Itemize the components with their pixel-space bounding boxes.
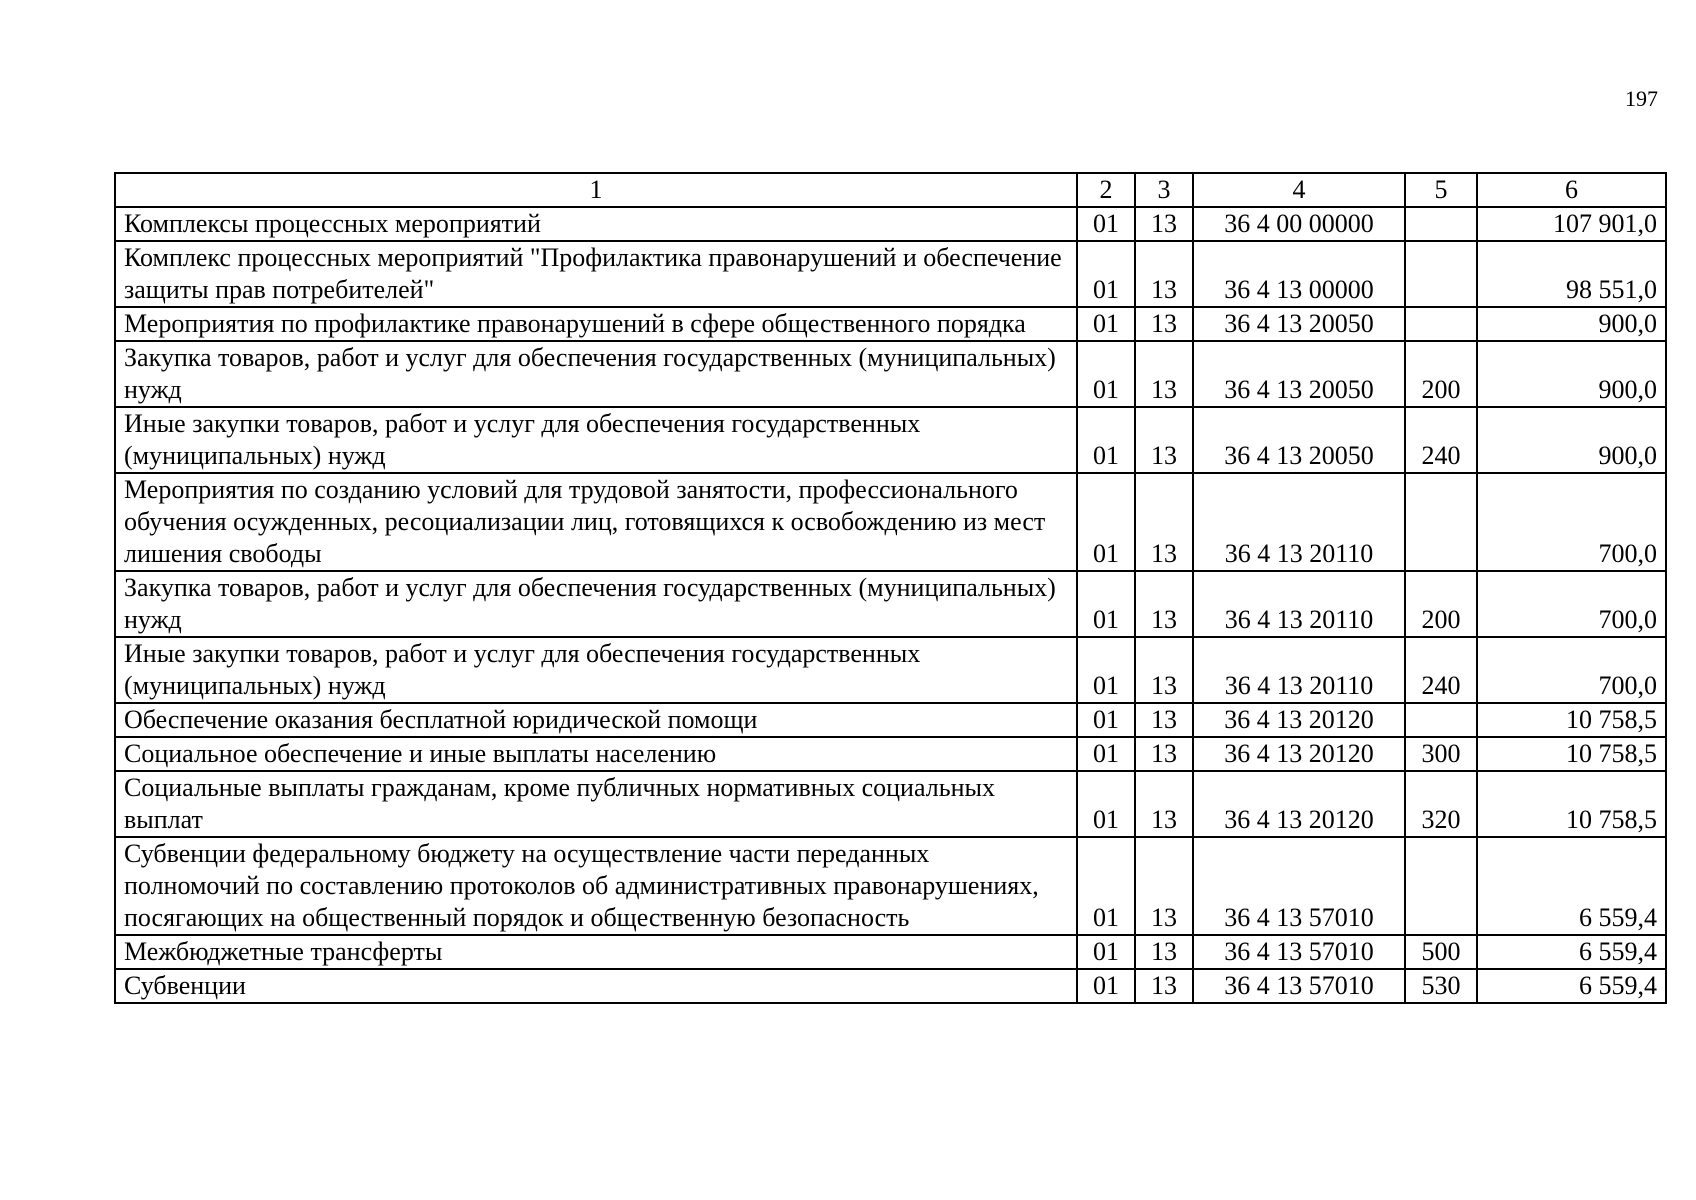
row-amount: 6 559,4 (1477, 969, 1666, 1003)
row-name: Закупка товаров, работ и услуг для обеспечения государственных (муниципальных) нужд (115, 341, 1077, 407)
table-body (115, 207, 1666, 1003)
row-section: 01 (1077, 473, 1135, 571)
row-section: 01 (1077, 703, 1135, 737)
row-expense-type (1405, 837, 1477, 935)
row-amount: 900,0 (1477, 307, 1666, 341)
row-name: Субвенции федеральному бюджету на осуществление части переданных полномочий по составлению протоколов об административных правонарушениях, посягающих на общественный порядок и общественную безопасность (115, 837, 1077, 935)
row-name: Обеспечение оказания бесплатной юридической помощи (115, 703, 1077, 737)
row-expense-type (1405, 241, 1477, 307)
row-expense-type: 240 (1405, 637, 1477, 703)
row-expense-type: 320 (1405, 771, 1477, 837)
row-target-article: 36 4 13 20050 (1193, 341, 1405, 407)
row-section: 01 (1077, 341, 1135, 407)
row-expense-type: 300 (1405, 737, 1477, 771)
row-subsection: 13 (1135, 969, 1193, 1003)
row-expense-type (1405, 473, 1477, 571)
table-row (115, 241, 1666, 307)
row-section: 01 (1077, 241, 1135, 307)
header-col-5: 5 (1405, 173, 1477, 207)
row-subsection: 13 (1135, 571, 1193, 637)
row-name: Закупка товаров, работ и услуг для обеспечения государственных (муниципальных) нужд (115, 571, 1077, 637)
row-amount: 700,0 (1477, 473, 1666, 571)
row-subsection: 13 (1135, 407, 1193, 473)
row-target-article: 36 4 13 57010 (1193, 969, 1405, 1003)
row-section: 01 (1077, 837, 1135, 935)
row-target-article: 36 4 13 20120 (1193, 737, 1405, 771)
table-row (115, 703, 1666, 737)
row-name: Социальные выплаты гражданам, кроме публичных нормативных социальных выплат (115, 771, 1077, 837)
table-row (115, 307, 1666, 341)
table-row (115, 969, 1666, 1003)
row-target-article: 36 4 13 20050 (1193, 407, 1405, 473)
header-col-4: 4 (1193, 173, 1405, 207)
row-target-article: 36 4 13 57010 (1193, 935, 1405, 969)
row-expense-type (1405, 307, 1477, 341)
row-subsection: 13 (1135, 307, 1193, 341)
row-subsection: 13 (1135, 737, 1193, 771)
row-target-article: 36 4 00 00000 (1193, 207, 1405, 241)
row-subsection: 13 (1135, 241, 1193, 307)
header-col-2: 2 (1077, 173, 1135, 207)
table-row (115, 207, 1666, 241)
row-target-article: 36 4 13 00000 (1193, 241, 1405, 307)
row-expense-type: 530 (1405, 969, 1477, 1003)
row-section: 01 (1077, 571, 1135, 637)
row-name: Социальное обеспечение и иные выплаты населению (115, 737, 1077, 771)
row-name: Мероприятия по созданию условий для трудовой занятости, профессионального обучения осужденных, ресоциализации лиц, готовящихся к освобождению из мест лишения свободы (115, 473, 1077, 571)
row-target-article: 36 4 13 20120 (1193, 771, 1405, 837)
row-subsection: 13 (1135, 473, 1193, 571)
row-subsection: 13 (1135, 771, 1193, 837)
header-col-1: 1 (115, 173, 1077, 207)
row-section: 01 (1077, 407, 1135, 473)
row-amount: 98 551,0 (1477, 241, 1666, 307)
table-row (115, 407, 1666, 473)
row-target-article: 36 4 13 57010 (1193, 837, 1405, 935)
row-section: 01 (1077, 637, 1135, 703)
row-subsection: 13 (1135, 837, 1193, 935)
row-name: Межбюджетные трансферты (115, 935, 1077, 969)
row-section: 01 (1077, 737, 1135, 771)
row-section: 01 (1077, 207, 1135, 241)
header-col-3: 3 (1135, 173, 1193, 207)
row-target-article: 36 4 13 20110 (1193, 571, 1405, 637)
row-name: Комплексы процессных мероприятий (115, 207, 1077, 241)
row-name: Субвенции (115, 969, 1077, 1003)
row-amount: 900,0 (1477, 407, 1666, 473)
table-header-row (115, 173, 1666, 207)
table-row (115, 473, 1666, 571)
table-row (115, 935, 1666, 969)
row-name: Мероприятия по профилактике правонарушений в сфере общественного порядка (115, 307, 1077, 341)
table-row (115, 341, 1666, 407)
row-subsection: 13 (1135, 637, 1193, 703)
row-expense-type: 200 (1405, 341, 1477, 407)
row-amount: 900,0 (1477, 341, 1666, 407)
row-expense-type: 200 (1405, 571, 1477, 637)
row-name: Иные закупки товаров, работ и услуг для обеспечения государственных (муниципальных) нужд (115, 407, 1077, 473)
row-target-article: 36 4 13 20110 (1193, 473, 1405, 571)
row-amount: 700,0 (1477, 571, 1666, 637)
page-number: 197 (1625, 86, 1658, 111)
row-expense-type: 500 (1405, 935, 1477, 969)
row-amount: 107 901,0 (1477, 207, 1666, 241)
row-name: Комплекс процессных мероприятий "Профилактика правонарушений и обеспечение защиты прав потребителей" (115, 241, 1077, 307)
row-section: 01 (1077, 307, 1135, 341)
row-amount: 10 758,5 (1477, 771, 1666, 837)
row-section: 01 (1077, 969, 1135, 1003)
row-section: 01 (1077, 935, 1135, 969)
row-subsection: 13 (1135, 935, 1193, 969)
table-row (115, 837, 1666, 935)
row-expense-type (1405, 207, 1477, 241)
table-row (115, 571, 1666, 637)
row-amount: 10 758,5 (1477, 703, 1666, 737)
row-target-article: 36 4 13 20120 (1193, 703, 1405, 737)
budget-table (114, 172, 1667, 1004)
row-amount: 10 758,5 (1477, 737, 1666, 771)
row-subsection: 13 (1135, 703, 1193, 737)
row-amount: 6 559,4 (1477, 837, 1666, 935)
table-row (115, 737, 1666, 771)
row-amount: 700,0 (1477, 637, 1666, 703)
row-expense-type (1405, 703, 1477, 737)
row-subsection: 13 (1135, 207, 1193, 241)
row-target-article: 36 4 13 20050 (1193, 307, 1405, 341)
row-amount: 6 559,4 (1477, 935, 1666, 969)
row-subsection: 13 (1135, 341, 1193, 407)
header-col-6: 6 (1477, 173, 1666, 207)
table-row (115, 637, 1666, 703)
row-expense-type: 240 (1405, 407, 1477, 473)
row-name: Иные закупки товаров, работ и услуг для обеспечения государственных (муниципальных) нужд (115, 637, 1077, 703)
row-section: 01 (1077, 771, 1135, 837)
table-row (115, 771, 1666, 837)
row-target-article: 36 4 13 20110 (1193, 637, 1405, 703)
